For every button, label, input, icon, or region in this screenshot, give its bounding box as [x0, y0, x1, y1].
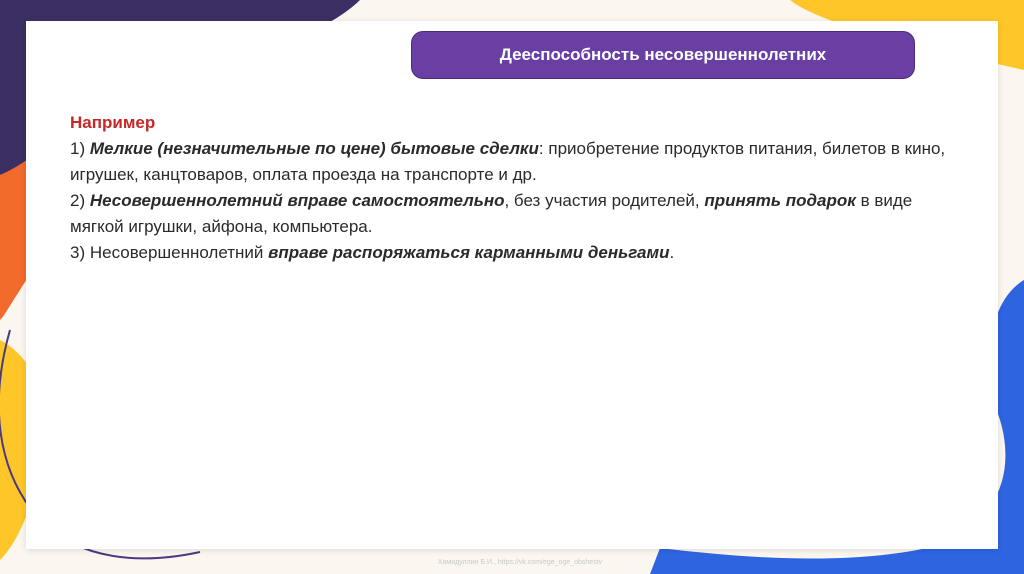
slide-title: Дееспособность несовершеннолетних [411, 31, 915, 79]
item-2-emphasis-2: принять подарок [704, 191, 856, 210]
item-2-emphasis: Несовершеннолетний вправе самостоятельно [89, 191, 505, 210]
item-2-number: 2) [70, 191, 90, 210]
item-2-text-mid: , без участия родителей, [504, 191, 705, 210]
item-1-emphasis: Мелкие (незначительные по цене) бытовые сделки [89, 139, 539, 158]
slide-card [26, 21, 998, 549]
item-3-number: 3) [70, 243, 90, 262]
item-3-text: . [669, 243, 675, 262]
item-1-number: 1) [70, 139, 90, 158]
item-2-text: в виде мягкой игрушки, айфона, компьютера. [70, 191, 913, 236]
list-item-3 [70, 240, 970, 266]
list-item-2 [70, 188, 970, 240]
footer-credit: Хамидуллин Б.И., https://vk.com/ege_oge_obshestv [437, 559, 603, 566]
item-3-emphasis: вправе распоряжаться карманными деньгами [268, 243, 670, 262]
list-item-1 [70, 136, 970, 188]
item-3-text-pre: Несовершеннолетний [89, 243, 269, 262]
example-heading: Например [70, 113, 156, 132]
slide-content [70, 110, 970, 266]
item-1-text: : приобретение продуктов питания, билетов в кино, игрушек, канцтоваров, оплата проезда на транспорте и др. [70, 139, 946, 184]
